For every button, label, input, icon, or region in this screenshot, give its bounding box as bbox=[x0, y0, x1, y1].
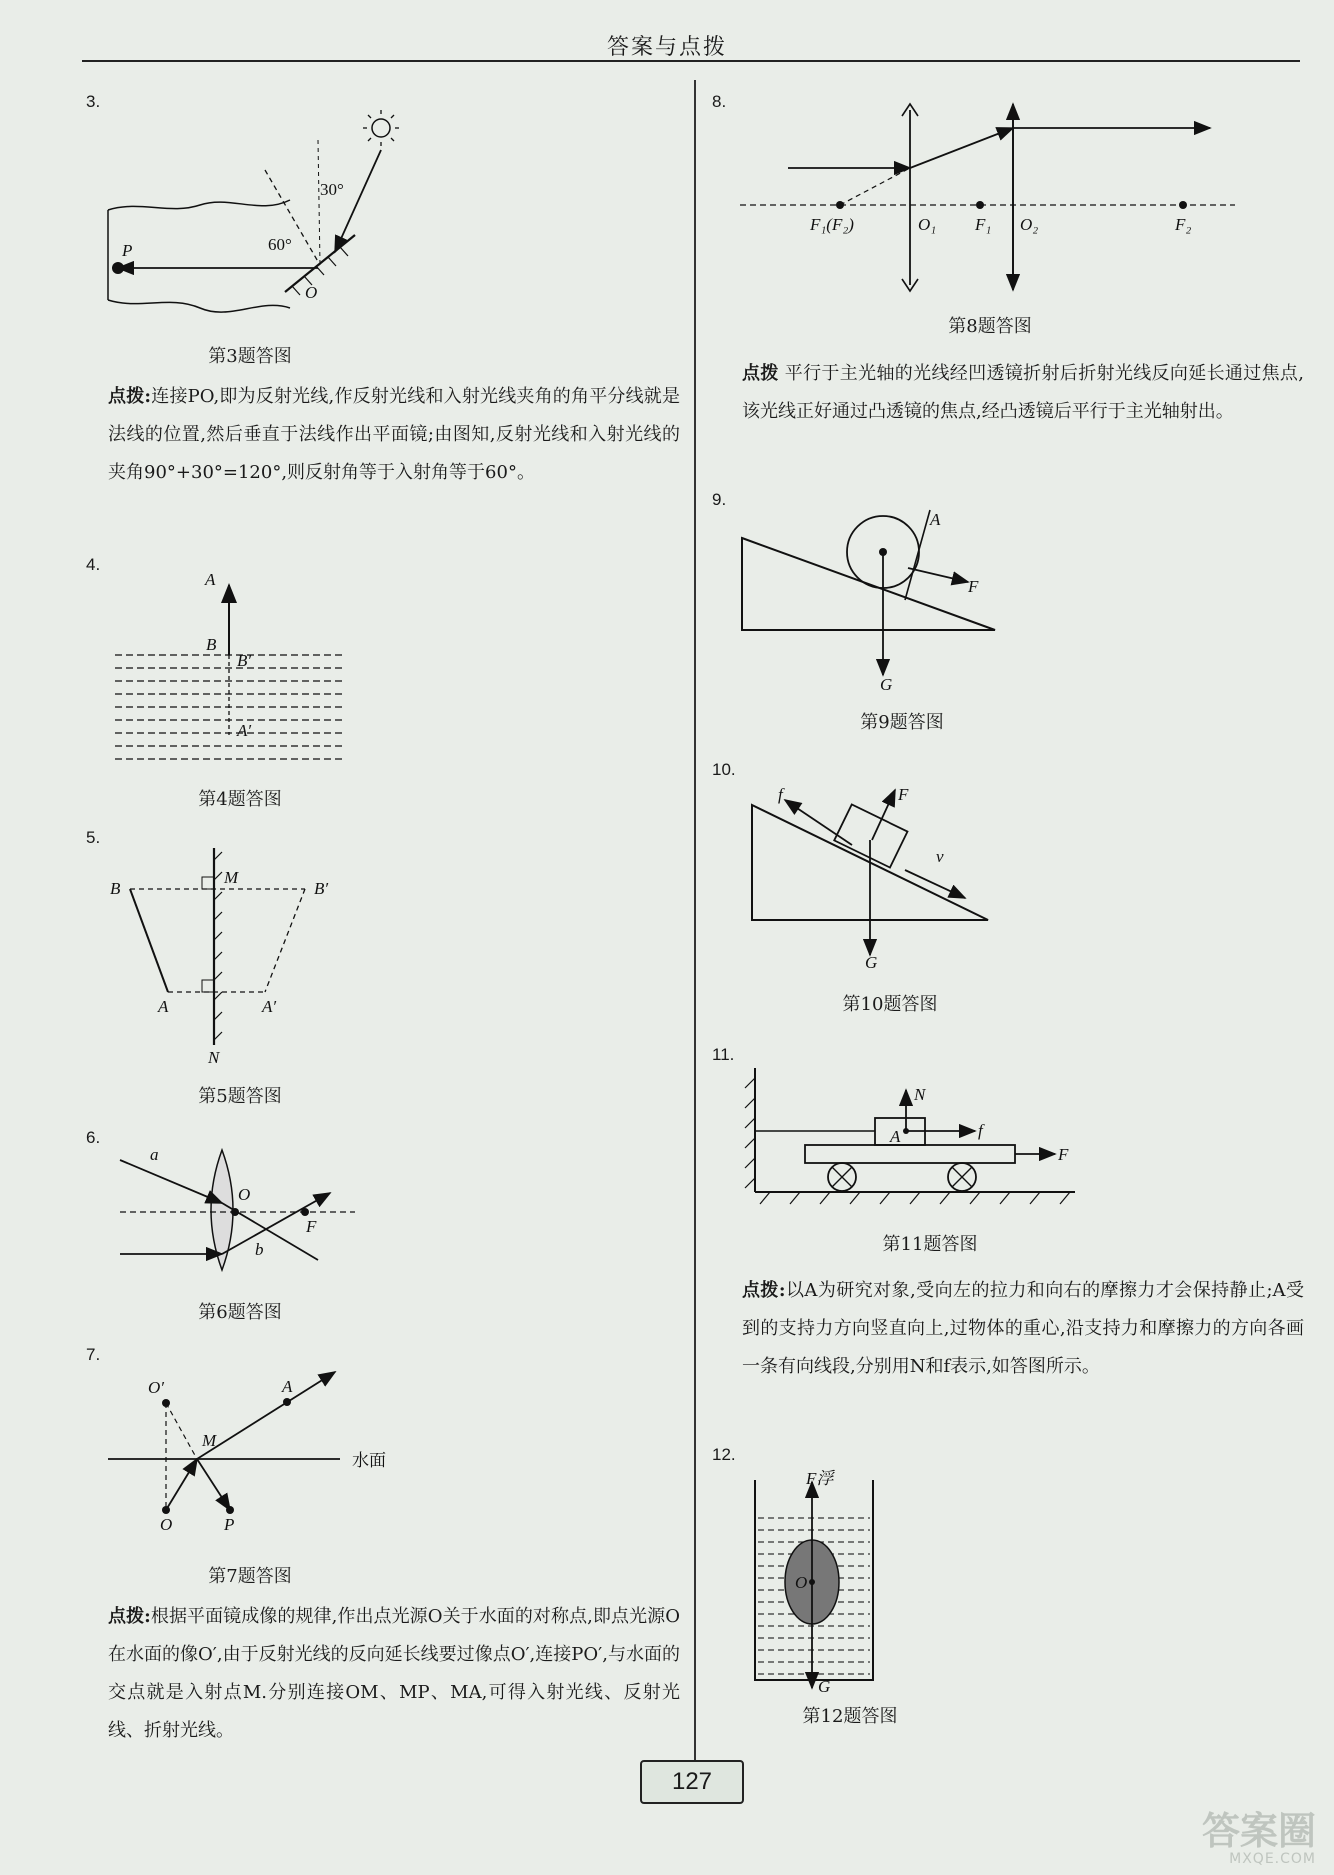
page-number: 127 bbox=[640, 1760, 744, 1804]
q8-label-f1: F₁ bbox=[975, 215, 992, 234]
q6-label-f: F bbox=[306, 1217, 317, 1236]
q8-label-o2: O₂ bbox=[1020, 215, 1039, 234]
q7-label-water: 水面 bbox=[352, 1451, 386, 1470]
page-header: 答案与点拨 bbox=[606, 35, 727, 60]
q9-label-a: A bbox=[930, 510, 941, 529]
q5-label-b2: B′ bbox=[314, 879, 329, 898]
q3-label-o: O bbox=[305, 283, 318, 302]
q12-label-g: G bbox=[818, 1677, 831, 1696]
q5-number: 5. bbox=[86, 828, 101, 847]
q5-label-b: B bbox=[110, 879, 121, 898]
q7-number: 7. bbox=[86, 1345, 101, 1364]
q4-caption: 第4题答图 bbox=[198, 789, 282, 810]
q10-label-v: v bbox=[936, 847, 944, 866]
q7-label-m: M bbox=[202, 1431, 217, 1450]
q7-label-o2: O′ bbox=[148, 1378, 164, 1397]
q10-caption: 第10题答图 bbox=[842, 994, 938, 1015]
q4-label-b2: B′ bbox=[237, 651, 252, 670]
q8-caption: 第8题答图 bbox=[948, 316, 1032, 337]
q8-label-f1f2: F₁(F₂) bbox=[810, 215, 854, 234]
q11-tip: 点拨:以A为研究对象,受向左的拉力和向右的摩擦力才会保持静止;A受到的支持力方向竖直向上,过物体的重心,沿支持力和摩擦力的方向各画一条有向线段,分别用N和f表示,如答图所示。 bbox=[742, 1280, 1304, 1377]
q11-label-F: F bbox=[1058, 1145, 1069, 1164]
q7-label-a: A bbox=[282, 1377, 293, 1396]
q3-tip: 点拨:连接PO,即为反射光线,作反射光线和入射光线夹角的角平分线就是法线的位置,然后垂直于法线作出平面镜;由图知,反射光线和入射光线的夹角90°+30°=120°,则反射角等于入射角等于60°。 bbox=[108, 386, 680, 483]
q11-caption: 第11题答图 bbox=[882, 1234, 978, 1255]
q11-label-a: A bbox=[890, 1127, 901, 1146]
q12-number: 12. bbox=[712, 1445, 736, 1464]
q9-label-f: F bbox=[968, 577, 979, 596]
q11-label-f: f bbox=[978, 1121, 983, 1140]
q3-caption: 第3题答图 bbox=[208, 346, 292, 367]
q8-tip: 点拨 平行于主光轴的光线经凹透镜折射后折射光线反向延长通过焦点,该光线正好通过凸透镜的焦点,经凸透镜后平行于主光轴射出。 bbox=[742, 363, 1304, 422]
q5-label-m: M bbox=[224, 868, 239, 887]
q7-tip: 点拨:根据平面镜成像的规律,作出点光源O关于水面的对称点,即点光源O在水面的像O′,由于反射光线的反向延长线要过像点O′,连接PO′,与水面的交点就是入射点M.分别连接OM、MP、MA,可得入射光线、反射光线、折射光线。 bbox=[108, 1606, 680, 1741]
q6-caption: 第6题答图 bbox=[198, 1302, 282, 1323]
q10-number: 10. bbox=[712, 760, 736, 779]
q4-label-a2: A′ bbox=[237, 721, 252, 740]
q6-number: 6. bbox=[86, 1128, 101, 1147]
q6-label-a: a bbox=[150, 1145, 159, 1164]
q12-label-f: F浮 bbox=[806, 1469, 834, 1488]
q9-caption: 第9题答图 bbox=[860, 712, 944, 733]
q7-label-o: O bbox=[160, 1515, 173, 1534]
q3-label-p: P bbox=[122, 241, 133, 260]
q12-label-o: O bbox=[795, 1573, 808, 1592]
q11-label-n: N bbox=[914, 1085, 926, 1104]
q9-label-g: G bbox=[880, 675, 893, 694]
q5-caption: 第5题答图 bbox=[198, 1086, 282, 1107]
q6-label-b: b bbox=[255, 1240, 264, 1259]
q10-label-f: f bbox=[778, 785, 783, 804]
q12-caption: 第12题答图 bbox=[802, 1706, 898, 1727]
q4-label-b: B bbox=[206, 635, 217, 654]
q10-label-F: F bbox=[898, 785, 909, 804]
q5-label-n: N bbox=[208, 1048, 220, 1067]
q10-label-g: G bbox=[865, 953, 878, 972]
q7-caption: 第7题答图 bbox=[208, 1566, 292, 1587]
q5-label-a2: A′ bbox=[262, 997, 277, 1016]
q6-label-o: O bbox=[238, 1185, 251, 1204]
q3-number: 3. bbox=[86, 92, 101, 111]
q8-label-o1: O₁ bbox=[918, 215, 937, 234]
q3-label-30: 30° bbox=[320, 180, 344, 199]
q8-label-f2: F₂ bbox=[1175, 215, 1192, 234]
q11-number: 11. bbox=[712, 1045, 735, 1064]
q5-label-a: A bbox=[158, 997, 169, 1016]
q3-label-60: 60° bbox=[268, 235, 292, 254]
q4-number: 4. bbox=[86, 555, 101, 574]
q9-number: 9. bbox=[712, 490, 727, 509]
q7-label-p: P bbox=[224, 1515, 235, 1534]
watermark: 答案圈 MXQE.COM bbox=[1201, 1809, 1316, 1867]
q8-number: 8. bbox=[712, 92, 727, 111]
q4-label-a: A bbox=[205, 570, 216, 589]
